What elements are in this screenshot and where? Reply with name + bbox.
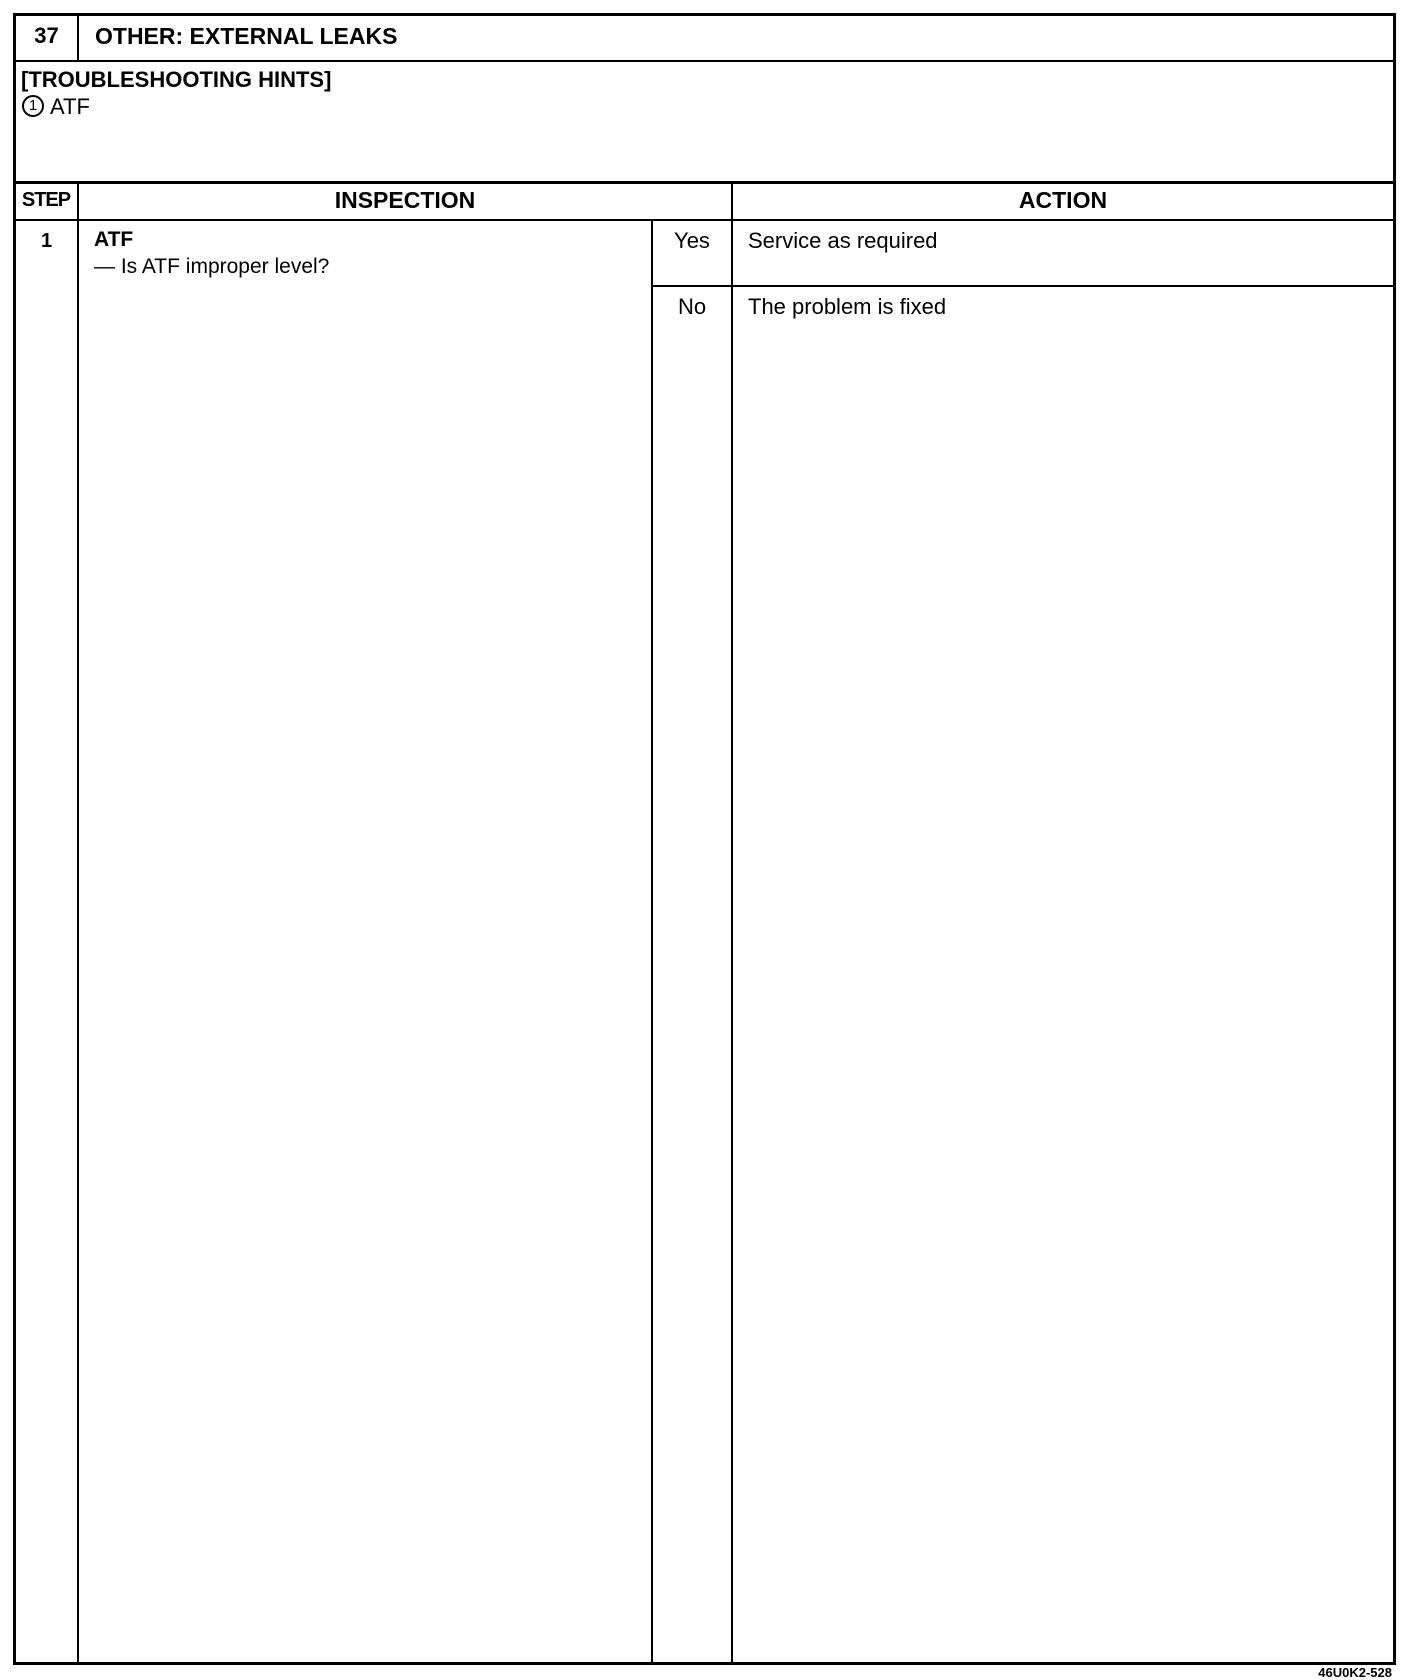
no-label: No	[677, 294, 707, 319]
inspection-title: ATF	[94, 228, 134, 251]
title-number-divider	[77, 13, 79, 61]
yes-no-row-divider	[651, 285, 1395, 287]
no-action: The problem is fixed	[748, 294, 947, 319]
outer-border-bottom	[13, 1662, 1396, 1665]
hints-bottom-rule	[13, 181, 1396, 184]
column-header-bottom-rule	[13, 219, 1396, 221]
section-title: OTHER: EXTERNAL LEAKS	[95, 23, 398, 49]
hint-item	[22, 96, 90, 119]
title-bar-divider	[13, 60, 1396, 62]
inspection-column-header: INSPECTION	[334, 187, 476, 213]
hints-heading: [TROUBLESHOOTING HINTS]	[21, 67, 332, 92]
outer-border-left	[13, 13, 16, 1665]
section-number: 37	[34, 23, 59, 48]
step-number: 1	[40, 230, 53, 252]
action-column-divider	[731, 182, 733, 1664]
figure-code: 46U0K2-528	[1318, 1665, 1392, 1680]
outer-border-right	[1393, 13, 1396, 1665]
circled-number-marker: 1	[22, 95, 44, 117]
step-column-divider	[77, 182, 79, 1664]
yes-label: Yes	[674, 228, 710, 253]
inspection-question: — Is ATF improper level?	[94, 255, 330, 278]
outer-border-top	[13, 13, 1396, 16]
step-column-header: STEP	[21, 189, 71, 211]
hint-item-text: ATF	[50, 94, 90, 119]
yes-action: Service as required	[748, 228, 938, 253]
yes-no-column-divider	[651, 220, 653, 1664]
action-column-header: ACTION	[1018, 187, 1108, 213]
